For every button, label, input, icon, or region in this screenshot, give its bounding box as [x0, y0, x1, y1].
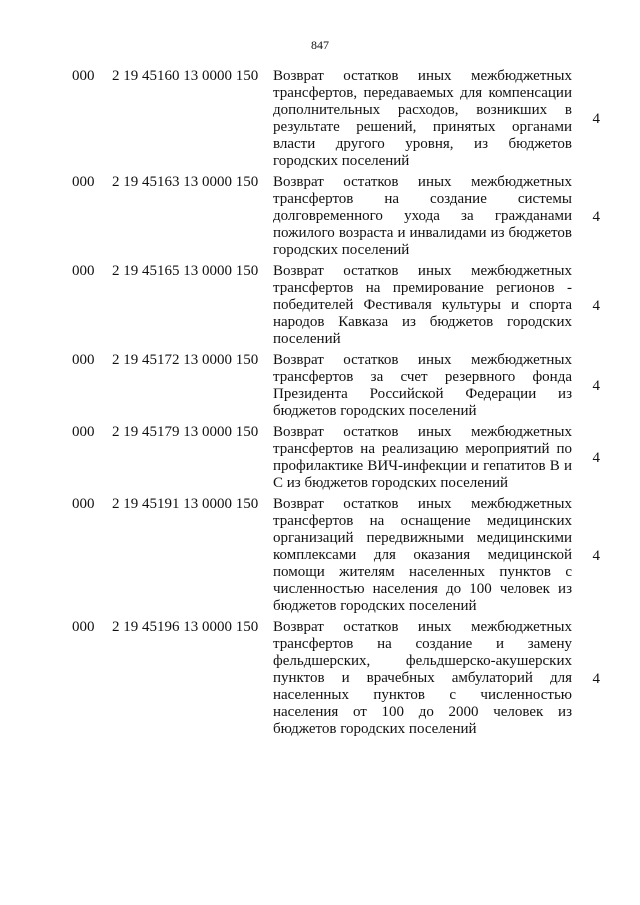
admin-code: 000 [72, 263, 95, 279]
norm-value: 4 [592, 548, 600, 564]
page-number: 847 [311, 38, 329, 52]
budget-classification-code: 2 19 45160 13 0000 150 [112, 68, 259, 84]
budget-classification-code: 2 19 45196 13 0000 150 [112, 619, 259, 635]
admin-code: 000 [72, 352, 95, 368]
table-row [0, 352, 640, 420]
norm-value: 4 [592, 671, 600, 687]
admin-code: 000 [72, 68, 95, 84]
admin-code: 000 [72, 619, 95, 635]
revenue-name: Возврат остатков иных межбюджетных трансфертов на премирование регионов - победителей Фестиваля культуры и спорта народов Кавказа из бюджетов городских поселений [273, 263, 572, 347]
admin-code: 000 [72, 424, 95, 440]
norm-value: 4 [592, 111, 600, 127]
norm-value: 4 [592, 298, 600, 314]
budget-classification-code: 2 19 45191 13 0000 150 [112, 496, 259, 512]
budget-classification-code: 2 19 45165 13 0000 150 [112, 263, 259, 279]
revenue-name: Возврат остатков иных межбюджетных трансфертов за счет резервного фонда Президента Российской Федерации из бюджетов городских поселений [273, 352, 572, 419]
admin-code: 000 [72, 174, 95, 190]
revenue-name: Возврат остатков иных межбюджетных трансфертов на реализацию мероприятий по профилактике ВИЧ-инфекции и гепатитов В и С из бюджетов городских поселений [273, 424, 572, 491]
revenue-name: Возврат остатков иных межбюджетных трансфертов, передаваемых для компенсации дополнительных расходов, возникших в результате решений, принятых органами власти другого уровня, из бюджетов городских поселений [273, 68, 572, 169]
norm-value: 4 [592, 209, 600, 225]
norm-value: 4 [592, 450, 600, 466]
revenue-name: Возврат остатков иных межбюджетных трансфертов на создание системы долговременного ухода за гражданами пожилого возраста и инвалидами из бюджетов городских поселений [273, 174, 572, 258]
budget-table [0, 68, 640, 742]
table-row [0, 496, 640, 615]
table-row [0, 174, 640, 259]
admin-code: 000 [72, 496, 95, 512]
budget-classification-code: 2 19 45179 13 0000 150 [112, 424, 259, 440]
table-row [0, 619, 640, 738]
revenue-name: Возврат остатков иных межбюджетных трансфертов на создание и замену фельдшерских, фельдшерско-акушерских пунктов и врачебных амбулаторий для населенных пунктов с численностью населения от 100 до 2000 человек из бюджетов городских поселений [273, 619, 572, 737]
budget-classification-code: 2 19 45163 13 0000 150 [112, 174, 259, 190]
table-row [0, 424, 640, 492]
norm-value: 4 [592, 378, 600, 394]
table-row [0, 263, 640, 348]
table-row [0, 68, 640, 170]
revenue-name: Возврат остатков иных межбюджетных трансфертов на оснащение медицинских организаций передвижными медицинскими комплексами для оказания медицинской помощи жителям населенных пунктов с численностью населения до 100 человек из бюджетов городских поселений [273, 496, 572, 614]
budget-classification-code: 2 19 45172 13 0000 150 [112, 352, 259, 368]
